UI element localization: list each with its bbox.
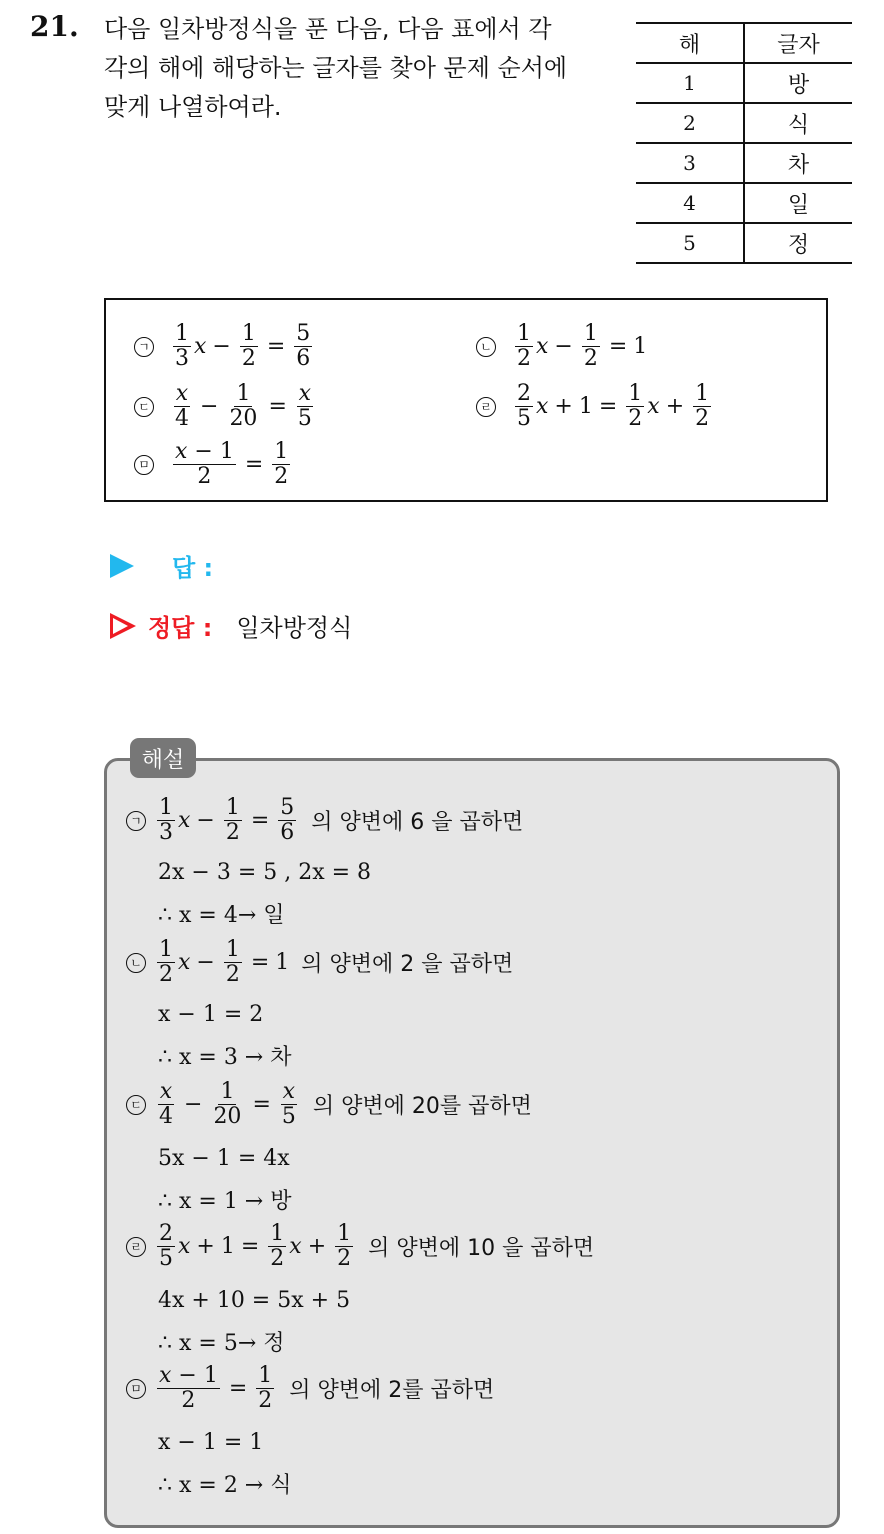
table-row [636, 63, 852, 103]
explanation-d-step: 4x + 10 = 5x + 5 [158, 1288, 351, 1313]
marker-c: ㄷ [126, 1095, 146, 1115]
table-cell-solution: 3 [636, 143, 744, 183]
table-cell-letter: 차 [744, 143, 852, 183]
marker-b: ㄴ [126, 953, 146, 973]
equation-box [104, 298, 828, 502]
explanation-b-step: x − 1 = 2 [158, 1002, 264, 1027]
equation-e: ㅁ $\frac{x - 1}{2}$ = $\frac{1}{2}$ [134, 440, 293, 489]
table-row [636, 103, 852, 143]
table-cell-solution: 1 [636, 63, 744, 103]
explanation-a-result: ∴ x = 4→ 일 [158, 903, 285, 928]
table-cell-solution: 5 [636, 223, 744, 263]
equation-d: ㄹ 2 5 x + 1 = $\frac{1}{2}$ x + $\frac{1}{2}$ [476, 382, 714, 431]
question-text [104, 10, 614, 127]
table-cell-solution: 2 [636, 103, 744, 143]
explanation-d-result: ∴ x = 5→ 정 [158, 1331, 285, 1356]
equation-a: ㄱ 1 3 x − $\frac{1}{2}$ = $\frac{5}{6}$ [134, 322, 315, 371]
marker-b: ㄴ [476, 337, 496, 357]
marker-e: ㅁ [126, 1379, 146, 1399]
explanation-d-suffix: 의 양변에 10 을 곱하면 [368, 1236, 595, 1261]
question-number: 21. [30, 10, 79, 43]
question-line: 다음 일차방정식을 푼 다음, 다음 표에서 각 [104, 15, 552, 43]
explanation-b-suffix: 의 양변에 2 을 곱하면 [301, 952, 514, 977]
table-header-solution: 해 [636, 23, 744, 63]
explanation-c-suffix: 의 양변에 20를 곱하면 [312, 1094, 532, 1119]
marker-d: ㄹ [126, 1237, 146, 1257]
explanation-equation-b: ㄴ 1 2 x − $\frac{1}{2}$ = 1 의 양변에 2 을 곱하면 [126, 938, 513, 987]
table-cell-letter: 식 [744, 103, 852, 143]
outline-triangle-icon [110, 613, 136, 639]
explanation-e-result: ∴ x = 2 → 식 [158, 1473, 292, 1498]
explanation-a-step: 2x − 3 = 5 , 2x = 8 [158, 860, 372, 885]
explanation-tab: 해설 [130, 738, 196, 778]
question-line: 각의 해에 해당하는 글자를 찾아 문제 순서에 [104, 54, 568, 82]
marker-e: ㅁ [134, 455, 154, 475]
table-row [636, 143, 852, 183]
equation-b: ㄴ 1 2 x − $\frac{1}{2}$ = 1 [476, 322, 647, 371]
marker-d: ㄹ [476, 397, 496, 417]
marker-c: ㄷ [134, 397, 154, 417]
answer-key-row [110, 608, 352, 643]
table-cell-letter: 방 [744, 63, 852, 103]
answer-key-label: 정답 : [148, 614, 213, 642]
explanation-c-result: ∴ x = 1 → 방 [158, 1189, 292, 1214]
explanation-e-suffix: 의 양변에 2를 곱하면 [289, 1378, 495, 1403]
table-header-letter: 글자 [744, 23, 852, 63]
explanation-equation-e: ㅁ $\frac{x - 1}{2}$ = $\frac{1}{2}$ 의 양변에 2를 곱하면 [126, 1364, 494, 1413]
explanation-c-step: 5x − 1 = 4x [158, 1146, 290, 1171]
explanation-equation-c: ㄷ x 4 − $\frac{1}{20}$ = $\frac{x}{5}$ 의 양변에 20를 곱하면 [126, 1080, 532, 1129]
explanation-equation-d: ㄹ 2 5 x + 1 = $\frac{1}{2}$ x + $\frac{1}{2}$ 의 양변에 10 을 곱하면 [126, 1222, 594, 1271]
explanation-a-suffix: 의 양변에 6 을 곱하면 [311, 810, 524, 835]
table-row [636, 183, 852, 223]
explanation-b-result: ∴ x = 3 → 차 [158, 1045, 292, 1070]
explanation-e-step: x − 1 = 1 [158, 1430, 264, 1455]
marker-a: ㄱ [134, 337, 154, 357]
equation-c: ㄷ x 4 − $\frac{1}{20}$ = $\frac{x}{5}$ [134, 382, 317, 431]
question-line: 맞게 나열하여라. [104, 93, 282, 121]
table-row [636, 223, 852, 263]
table-cell-letter: 정 [744, 223, 852, 263]
answer-row [110, 548, 213, 583]
table-cell-solution: 4 [636, 183, 744, 223]
answer-key-value: 일차방정식 [236, 614, 353, 642]
marker-a: ㄱ [126, 811, 146, 831]
table-cell-letter: 일 [744, 183, 852, 223]
solution-letter-table [636, 22, 852, 264]
explanation-equation-a: ㄱ 1 3 x − $\frac{1}{2}$ = $\frac{5}{6}$ 의 양변에 6 을 곱하면 [126, 796, 523, 845]
play-triangle-icon [110, 554, 134, 578]
answer-label: 답 : [172, 554, 214, 582]
